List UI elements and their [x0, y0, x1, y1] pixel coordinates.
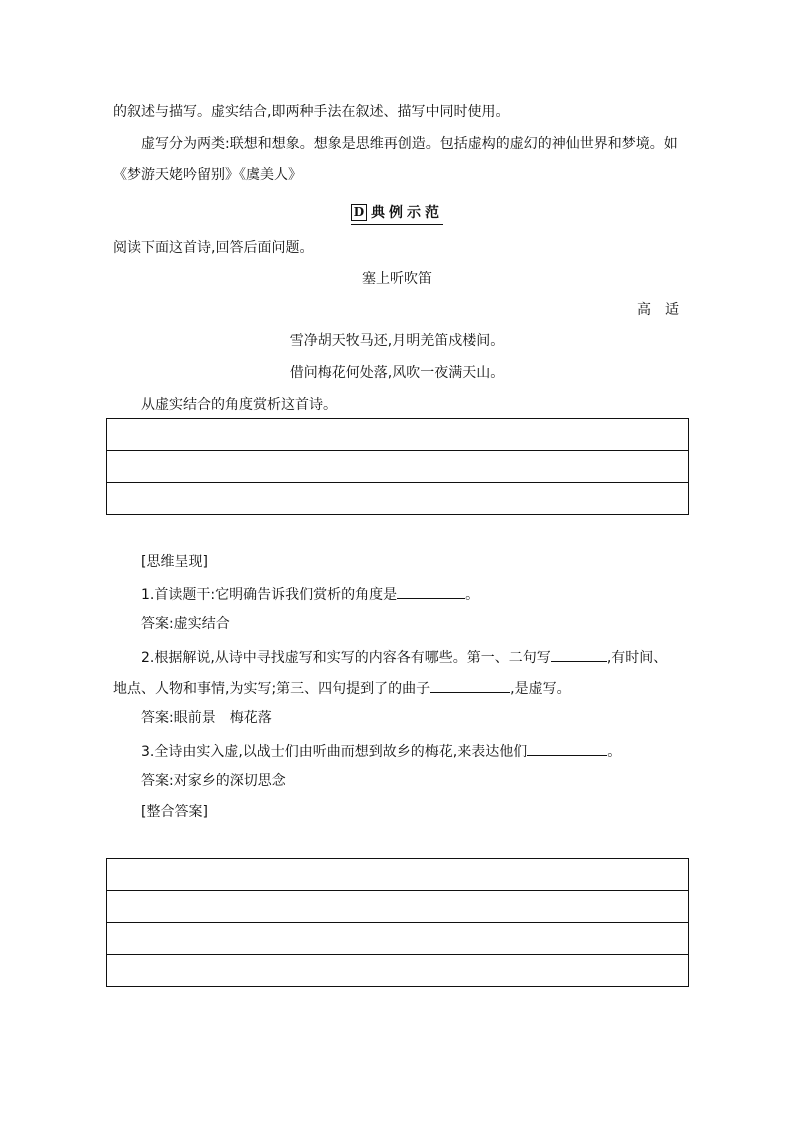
- intro-line-3: 《梦游天姥吟留别》《虞美人》: [113, 167, 302, 183]
- section-badge-icon: D: [351, 204, 367, 221]
- answer-box-1[interactable]: [106, 418, 689, 515]
- question-2-text-c: 地点、人物和事情,为实写;第三、四句提到了的曲子: [113, 681, 431, 697]
- answer-row[interactable]: [107, 922, 688, 954]
- question-2-line-2: [113, 677, 571, 699]
- intro-line-1: 的叙述与描写。虚实结合,即两种手法在叙述、描写中同时使用。: [113, 104, 510, 120]
- answer-box-2[interactable]: [106, 858, 689, 987]
- thinking-header: [思维呈现]: [141, 554, 208, 570]
- answer-row[interactable]: [107, 450, 688, 482]
- answer-1: 答案:虚实结合: [141, 616, 230, 632]
- poem-line-1: 雪净胡天牧马还,月明羌笛戍楼间。: [289, 333, 505, 349]
- answer-blank[interactable]: [527, 740, 607, 756]
- final-answer-header: [整合答案]: [141, 804, 208, 820]
- answer-blank[interactable]: [430, 677, 510, 693]
- answer-row[interactable]: [107, 419, 688, 450]
- question-2-line-1: [141, 646, 667, 668]
- answer-3: 答案:对家乡的深切思念: [141, 773, 286, 789]
- question-3-end: 。: [607, 744, 622, 760]
- poem-title: 塞上听吹笛: [362, 271, 432, 287]
- question-3-text: 3.全诗由实入虚,以战士们由听曲而想到故乡的梅花,来表达他们: [141, 744, 528, 760]
- reading-prompt: 阅读下面这首诗,回答后面问题。: [113, 240, 314, 256]
- section-title: 典例示范: [371, 204, 443, 221]
- question-2-text-d: ,是虚写。: [510, 681, 571, 697]
- answer-row[interactable]: [107, 890, 688, 922]
- question-1-end: 。: [465, 587, 480, 603]
- question-1: [141, 583, 479, 605]
- question-2-text-b: ,有时间、: [606, 650, 668, 666]
- section-heading: [0, 202, 794, 225]
- answer-blank[interactable]: [551, 646, 607, 662]
- intro-line-2: 虚写分为两类:联想和想象。想象是思维再创造。包括虚构的虚幻的神仙世界和梦境。如: [141, 136, 678, 152]
- answer-row[interactable]: [107, 482, 688, 514]
- answer-2: 答案:眼前景 梅花落: [141, 710, 272, 726]
- answer-row[interactable]: [107, 954, 688, 986]
- question-text: 从虚实结合的角度赏析这首诗。: [141, 397, 337, 413]
- answer-blank[interactable]: [397, 583, 465, 599]
- question-2-text-a: 2.根据解说,从诗中寻找虚写和实写的内容各有哪些。第一、二句写: [141, 650, 551, 666]
- poem-author: 高 适: [637, 302, 679, 318]
- question-1-text: 1.首读题干:它明确告诉我们赏析的角度是: [141, 587, 398, 603]
- question-3: [141, 740, 621, 762]
- poem-line-2: 借问梅花何处落,风吹一夜满天山。: [289, 365, 505, 381]
- answer-row[interactable]: [107, 859, 688, 890]
